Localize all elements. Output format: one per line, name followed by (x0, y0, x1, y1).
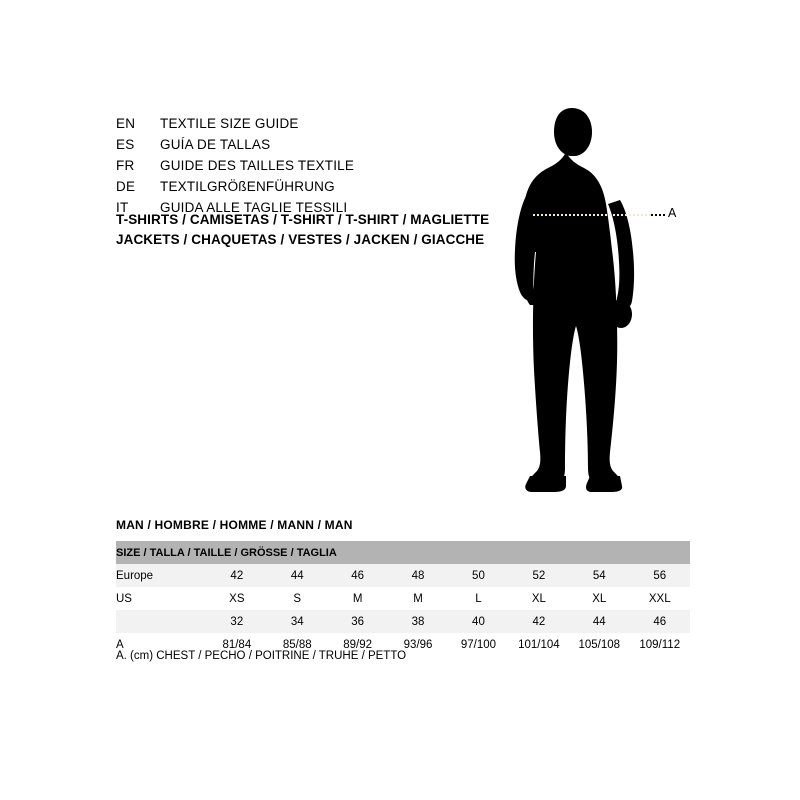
cell: 46 (327, 564, 387, 587)
man-silhouette (500, 100, 720, 500)
cell: 42 (207, 564, 267, 587)
language-row (116, 134, 536, 155)
cell: 56 (629, 564, 690, 587)
language-code: ES (116, 137, 135, 152)
category-jackets: JACKETS / CHAQUETAS / VESTES / JACKEN / GIACCHE (116, 232, 485, 247)
cell: 85/88 (267, 633, 327, 656)
cell: S (267, 587, 327, 610)
table-row (116, 610, 690, 633)
row-label: A (116, 633, 207, 656)
cell: 44 (569, 610, 629, 633)
cell: 44 (267, 564, 327, 587)
cell: XS (207, 587, 267, 610)
cell: M (327, 587, 387, 610)
cell: 109/112 (629, 633, 690, 656)
category-tshirts: T-SHIRTS / CAMISETAS / T-SHIRT / T-SHIRT / MAGLIETTE (116, 212, 490, 227)
cell: XXL (629, 587, 690, 610)
cell: 50 (448, 564, 508, 587)
cell: 38 (388, 610, 448, 633)
table-note: A. (cm) CHEST / PECHO / POITRINE / TRUHE / PETTO (116, 650, 407, 662)
language-row (116, 155, 536, 176)
cell: 97/100 (448, 633, 508, 656)
chest-measure-line (533, 214, 651, 216)
cell: XL (509, 587, 569, 610)
silhouette-svg (500, 100, 720, 500)
language-text: GUÍA DE TALLAS (160, 137, 271, 152)
table-header-row (116, 541, 690, 564)
language-code: IT (116, 200, 129, 215)
cell: 36 (327, 610, 387, 633)
language-text: TEXTILGRÖßENFÜHRUNG (160, 179, 335, 194)
cell: 81/84 (207, 633, 267, 656)
cell: XL (569, 587, 629, 610)
cell: L (448, 587, 508, 610)
chest-measure-leader (651, 214, 665, 216)
cell: 46 (629, 610, 690, 633)
row-label: Europe (116, 564, 207, 587)
cell: 48 (388, 564, 448, 587)
language-text: GUIDA ALLE TAGLIE TESSILI (160, 200, 348, 215)
cell: 54 (569, 564, 629, 587)
cell: 101/104 (509, 633, 569, 656)
cell: 42 (509, 610, 569, 633)
cell: 34 (267, 610, 327, 633)
language-list (116, 113, 536, 218)
cell: 105/108 (569, 633, 629, 656)
table-row (116, 564, 690, 587)
language-text: TEXTILE SIZE GUIDE (160, 116, 299, 131)
chest-measure-label: A (668, 206, 677, 220)
language-row (116, 176, 536, 197)
language-code: FR (116, 158, 135, 173)
table-header-label: SIZE / TALLA / TAILLE / GRÖSSE / TAGLIA (116, 541, 690, 564)
language-text: GUIDE DES TAILLES TEXTILE (160, 158, 355, 173)
row-label (116, 610, 207, 633)
row-label: US (116, 587, 207, 610)
cell: 93/96 (388, 633, 448, 656)
table-title: MAN / HOMBRE / HOMME / MANN / MAN (116, 518, 353, 532)
cell: M (388, 587, 448, 610)
language-code: DE (116, 179, 136, 194)
language-code: EN (116, 116, 136, 131)
table-row (116, 587, 690, 610)
cell: 52 (509, 564, 569, 587)
size-table (116, 541, 690, 656)
cell: 32 (207, 610, 267, 633)
cell: 40 (448, 610, 508, 633)
cell: 89/92 (327, 633, 387, 656)
language-row (116, 113, 536, 134)
